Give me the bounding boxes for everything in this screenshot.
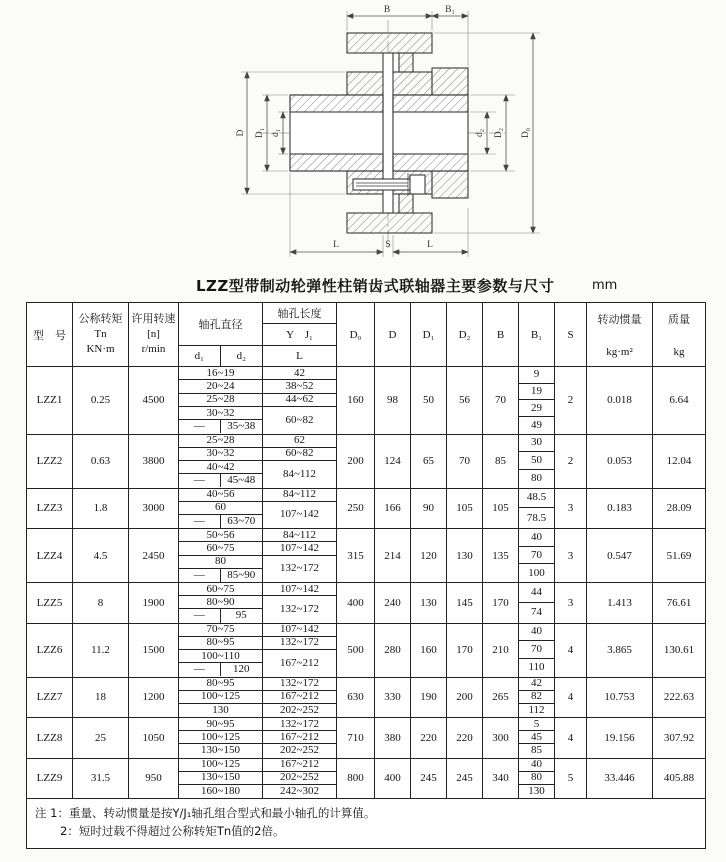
table-body — [27, 367, 705, 799]
note-1: 注 1：重量、转动惯量是按Y/J₁轴孔组合型式和最小轴孔的计算值。 — [35, 806, 376, 820]
b1-value: 50 — [519, 452, 554, 470]
torque-header-line3: KN·m — [86, 342, 115, 355]
bore-range: 30~32 — [179, 407, 262, 420]
mass-value: 28.09 — [666, 502, 692, 515]
d-value: 380 — [375, 718, 411, 758]
d1-value: 50 — [411, 367, 447, 434]
bore-range: 130~150 — [179, 772, 262, 785]
col-header-bore-diameter — [179, 303, 263, 366]
b-value: 85 — [483, 435, 519, 488]
inertia-value: 0.053 — [587, 435, 653, 488]
dim-label-s: S — [385, 240, 391, 250]
mass-value: 222.63 — [663, 691, 695, 704]
s-value: 4 — [555, 718, 587, 758]
torque-header-line2: Tn — [94, 328, 107, 341]
b1-value: 82 — [519, 691, 554, 704]
d0-value: 160 — [337, 367, 375, 434]
b1-column — [519, 435, 555, 488]
note-2: 2：短时过载不得超过公称转矩Tn值的2倍。 — [60, 824, 285, 839]
col-header-dd1: D₁ — [411, 303, 447, 366]
length-column — [263, 367, 337, 434]
model-cell: LZZ1 — [27, 367, 73, 434]
d-value: 166 — [375, 489, 411, 529]
mass-value: 12.04 — [666, 455, 692, 467]
model-cell: LZZ8 — [27, 718, 73, 758]
col-header-d0: D₀ — [337, 303, 375, 366]
inertia-value: 0.183 — [587, 489, 653, 529]
dim-label-d2-hub: D₂ — [494, 127, 504, 139]
b1-value: 29 — [519, 400, 554, 417]
brake-wheel-rim-top — [347, 33, 432, 53]
b1-value: 19 — [519, 384, 554, 401]
speed-value: 2450 — [129, 529, 179, 582]
title-bar — [0, 272, 726, 302]
b1-value: 40 — [519, 529, 554, 547]
bore-row-split — [179, 474, 262, 487]
speed-value: 1200 — [129, 678, 179, 718]
length-range: 132~172 — [280, 602, 319, 615]
mass-value: 307.92 — [663, 731, 695, 744]
mass-header-line2: kg — [673, 346, 685, 358]
speed-header-line2: [n] — [147, 328, 160, 341]
table-row-lzz9 — [27, 759, 705, 800]
b1-column — [519, 367, 555, 434]
b1-column — [519, 489, 555, 529]
bore-range: 25~28 — [179, 394, 262, 407]
inertia-header-line2: kg·m² — [606, 346, 633, 358]
b1-value: 80 — [519, 772, 554, 785]
brake-wheel-rim-bottom — [347, 213, 432, 233]
brake-wheel-web-bottom — [399, 194, 413, 213]
d1-value: 160 — [411, 624, 447, 677]
bore-column — [179, 367, 263, 434]
page-title: LZZ型带制动轮弹性柱销齿式联轴器主要参数与尺寸 — [196, 277, 555, 295]
d-value: 280 — [375, 624, 411, 677]
b1-value: 42 — [519, 678, 554, 691]
coupling-technical-drawing — [0, 0, 726, 272]
b1-column — [519, 678, 555, 718]
dim-label-b: B — [383, 5, 391, 15]
bore-range: 40~56 — [179, 489, 262, 502]
d-value: 98 — [375, 367, 411, 434]
bore-d2-range: 120 — [233, 663, 250, 676]
table-row-lzz1 — [27, 367, 705, 435]
b-value: 105 — [483, 489, 519, 529]
dim-label-d1-hub: D₁ — [255, 127, 265, 139]
torque-value: 31.5 — [73, 759, 129, 799]
table-notes — [27, 799, 705, 848]
col-header-dd2: D₂ — [447, 303, 483, 366]
bore-range: 160~180 — [201, 784, 240, 797]
bore-row-split — [179, 569, 262, 582]
inertia-header-line1: 转动惯量 — [597, 314, 642, 326]
unit-label: mm — [592, 278, 618, 293]
speed-value: 3800 — [129, 435, 179, 488]
bore-range: 100~110 — [179, 650, 262, 663]
b-value: 170 — [483, 583, 519, 623]
b1-value: 70 — [519, 641, 554, 659]
bore-range: 20~24 — [179, 380, 262, 393]
bore-range: 50~56 — [179, 529, 262, 542]
length-range: 132~172 — [280, 562, 319, 575]
s-value: 5 — [555, 759, 587, 799]
d1-value: 65 — [411, 435, 447, 488]
b-value: 300 — [483, 718, 519, 758]
speed-header-line3: r/min — [141, 342, 166, 355]
bore-range: 30~32 — [179, 448, 262, 461]
col-header-mass — [653, 303, 705, 366]
bore-range: 130 — [212, 703, 229, 716]
model-cell: LZZ3 — [27, 489, 73, 529]
length-column — [263, 678, 337, 718]
col-header-yj1: Y J₁ — [263, 324, 336, 345]
bore-d2-range: 85~90 — [227, 568, 256, 581]
bore-column — [179, 489, 263, 529]
b1-column — [519, 759, 555, 799]
d0-value: 200 — [337, 435, 375, 488]
col-header-torque — [73, 303, 129, 366]
table-row-lzz4 — [27, 529, 705, 583]
bore-d2-range: 45~48 — [227, 474, 256, 487]
d0-value: 630 — [337, 678, 375, 718]
b1-column — [519, 718, 555, 758]
d1-value: 220 — [411, 718, 447, 758]
length-column — [263, 529, 337, 582]
length-range: 60~82 — [263, 448, 336, 461]
bore-range: 16~19 — [179, 367, 262, 380]
model-cell: LZZ5 — [27, 583, 73, 623]
model-cell: LZZ4 — [27, 529, 73, 582]
table-row-lzz5 — [27, 583, 705, 624]
bore-column — [179, 529, 263, 582]
d0-value: 400 — [337, 583, 375, 623]
bore-range: 90~95 — [179, 718, 262, 731]
table-row-lzz2 — [27, 435, 705, 489]
bore-row-split — [179, 420, 262, 433]
d1-value: 245 — [411, 759, 447, 799]
bore-d1-dash: — — [179, 515, 221, 528]
bore-d1-dash: — — [179, 663, 221, 676]
bore-d1-dash: — — [179, 609, 221, 622]
b1-value: 30 — [519, 435, 554, 453]
d2-value: 56 — [447, 367, 483, 434]
torque-value: 4.5 — [73, 529, 129, 582]
dim-label-l-right: L — [427, 240, 433, 250]
s-value: 3 — [555, 529, 587, 582]
table-row-lzz3 — [27, 489, 705, 530]
bore-range: 70~75 — [179, 624, 262, 637]
d-value: 214 — [375, 529, 411, 582]
d2-value: 130 — [447, 529, 483, 582]
s-value: 3 — [555, 583, 587, 623]
b1-column — [519, 529, 555, 582]
speed-value: 1900 — [129, 583, 179, 623]
col-header-b1: B₁ — [519, 303, 555, 366]
mass-header-line1: 质量 — [668, 314, 690, 326]
d-value: 124 — [375, 435, 411, 488]
bore-range: 60~75 — [179, 583, 262, 596]
torque-value: 18 — [73, 678, 129, 718]
s-value: 4 — [555, 624, 587, 677]
col-header-d: D — [375, 303, 411, 366]
model-cell: LZZ6 — [27, 624, 73, 677]
dim-label-d2-bore: d₂ — [475, 128, 485, 138]
length-range: 84~112 — [263, 529, 336, 542]
length-range: 167~212 — [280, 656, 319, 669]
col-header-b: B — [483, 303, 519, 366]
b-value: 265 — [483, 678, 519, 718]
length-column — [263, 583, 337, 623]
model-cell: LZZ9 — [27, 759, 73, 799]
length-column — [263, 489, 337, 529]
b1-value: 130 — [528, 784, 545, 797]
bore-range: 100~125 — [179, 759, 262, 772]
table-row-lzz6 — [27, 624, 705, 678]
d1-value: 120 — [411, 529, 447, 582]
bore-d2-range: 35~38 — [227, 420, 256, 433]
bore-column — [179, 718, 263, 758]
length-range: 107~142 — [263, 624, 336, 637]
inertia-value: 1.413 — [587, 583, 653, 623]
mass-value: 6.64 — [669, 394, 689, 407]
mass-value: 130.61 — [663, 644, 695, 656]
bore-range: 60 — [179, 502, 262, 515]
left-hub-wall-top — [290, 95, 383, 112]
bore-range: 80~90 — [179, 596, 262, 609]
length-range: 38~52 — [263, 380, 336, 393]
length-range: 60~82 — [285, 413, 314, 426]
b-value: 210 — [483, 624, 519, 677]
b-value: 340 — [483, 759, 519, 799]
length-column — [263, 624, 337, 677]
dim-label-d: D — [236, 129, 246, 137]
b1-value: 100 — [528, 566, 545, 579]
flange-bottom-right — [432, 171, 468, 198]
s-value: 4 — [555, 678, 587, 718]
speed-value: 950 — [129, 759, 179, 799]
length-range: 84~112 — [282, 467, 317, 480]
length-range: 202~252 — [263, 772, 336, 785]
inertia-value: 0.547 — [587, 529, 653, 582]
d2-value: 105 — [447, 489, 483, 529]
b1-value: 5 — [519, 718, 554, 731]
length-column — [263, 718, 337, 758]
dim-label-l-left: L — [333, 240, 339, 250]
dim-label-d1-bore: d₁ — [271, 128, 281, 138]
d2-value: 145 — [447, 583, 483, 623]
bore-column — [179, 678, 263, 718]
mass-value: 405.88 — [663, 772, 695, 785]
b1-column — [519, 583, 555, 623]
bore-dia-header: 轴孔直径 — [179, 303, 262, 346]
d-value: 330 — [375, 678, 411, 718]
mass-value: 76.61 — [666, 596, 692, 609]
b1-value: 70 — [519, 547, 554, 565]
mass-value: 51.69 — [666, 549, 692, 562]
length-range: 62 — [263, 435, 336, 448]
length-column — [263, 435, 337, 488]
inertia-value: 33.446 — [587, 759, 653, 799]
b1-value: 48.5 — [519, 489, 554, 509]
bore-row-split — [179, 515, 262, 528]
d0-value: 710 — [337, 718, 375, 758]
col-header-s: S — [555, 303, 587, 366]
d0-value: 800 — [337, 759, 375, 799]
bore-column — [179, 624, 263, 677]
inertia-value: 0.018 — [587, 367, 653, 434]
b1-value: 110 — [528, 661, 545, 674]
d2-value: 220 — [447, 718, 483, 758]
s-value: 3 — [555, 489, 587, 529]
bore-range: 130~150 — [201, 744, 240, 757]
bore-len-header: 轴孔长度 — [263, 303, 336, 324]
length-range: 44~62 — [263, 394, 336, 407]
length-range: 107~142 — [263, 542, 336, 555]
length-range: 167~212 — [263, 691, 336, 704]
length-range: 167~212 — [263, 731, 336, 744]
speed-value: 1500 — [129, 624, 179, 677]
d0-value: 250 — [337, 489, 375, 529]
b1-value: 9 — [519, 367, 554, 384]
b1-value: 45 — [519, 731, 554, 744]
length-range: 202~252 — [280, 744, 319, 757]
d0-value: 315 — [337, 529, 375, 582]
bore-row-split — [179, 663, 262, 676]
flange-top-right — [432, 68, 468, 95]
torque-value: 0.63 — [73, 435, 129, 488]
length-column — [263, 759, 337, 799]
d1-value: 90 — [411, 489, 447, 529]
torque-value: 11.2 — [73, 624, 129, 677]
d-value: 400 — [375, 759, 411, 799]
length-range: 167~212 — [263, 759, 336, 772]
speed-value: 4500 — [129, 367, 179, 434]
length-range: 132~172 — [263, 718, 336, 731]
bore-d1-dash: — — [179, 569, 221, 582]
torque-header-line1: 公称转矩 — [78, 313, 123, 326]
d2-value: 70 — [447, 435, 483, 488]
length-range: 132~172 — [263, 678, 336, 691]
b-value: 135 — [483, 529, 519, 582]
col-header-l: L — [296, 349, 303, 362]
d2-value: 245 — [447, 759, 483, 799]
d0-value: 500 — [337, 624, 375, 677]
s-value: 2 — [555, 435, 587, 488]
col-header-d2: d₂ — [236, 350, 246, 362]
bore-range: 100~125 — [179, 731, 262, 744]
dim-label-b1: B₁ — [445, 5, 455, 15]
torque-value: 0.25 — [73, 367, 129, 434]
bore-d2-range: 63~70 — [227, 514, 256, 527]
brake-wheel-web-top — [399, 53, 413, 72]
bore-range: 80~95 — [179, 678, 262, 691]
torque-value: 1.8 — [73, 489, 129, 529]
b1-value: 49 — [531, 418, 542, 431]
bore-column — [179, 435, 263, 488]
col-header-d1: d₁ — [179, 346, 221, 366]
b1-value: 44 — [519, 583, 554, 603]
model-cell: LZZ7 — [27, 678, 73, 718]
b1-value: 112 — [528, 703, 545, 716]
table-row-lzz7 — [27, 678, 705, 719]
left-hub-wall-bottom — [290, 154, 383, 171]
d2-value: 170 — [447, 624, 483, 677]
table-row-lzz8 — [27, 718, 705, 759]
speed-value: 1050 — [129, 718, 179, 758]
col-header-speed — [129, 303, 179, 366]
d1-value: 190 — [411, 678, 447, 718]
b-value: 70 — [483, 367, 519, 434]
bore-column — [179, 583, 263, 623]
col-header-model: 型 号 — [27, 303, 73, 366]
table-header — [27, 303, 705, 367]
speed-value: 3000 — [129, 489, 179, 529]
right-hub-wall-bottom — [393, 154, 468, 171]
b1-value: 40 — [519, 624, 554, 642]
torque-value: 8 — [73, 583, 129, 623]
model-cell: LZZ2 — [27, 435, 73, 488]
dim-label-d0: D₀ — [521, 127, 531, 139]
b1-value: 40 — [519, 759, 554, 772]
length-range: 202~252 — [280, 703, 319, 716]
b1-value: 80 — [531, 472, 542, 485]
bore-range: 100~125 — [179, 691, 262, 704]
inertia-value: 3.865 — [587, 624, 653, 677]
speed-header-line1: 许用转速 — [131, 313, 176, 326]
col-header-bore-length — [263, 303, 337, 366]
b1-column — [519, 624, 555, 677]
bore-range: 40~42 — [179, 461, 262, 474]
length-range: 242~302 — [280, 784, 319, 797]
bore-range: 60~75 — [179, 542, 262, 555]
length-range: 132~172 — [263, 637, 336, 650]
b1-value: 78.5 — [526, 511, 547, 524]
d1-value: 130 — [411, 583, 447, 623]
right-hub-wall-top — [393, 95, 468, 112]
col-header-inertia — [587, 303, 653, 366]
torque-value: 25 — [73, 718, 129, 758]
inertia-value: 19.156 — [587, 718, 653, 758]
length-range: 84~112 — [263, 489, 336, 502]
b1-value: 74 — [531, 606, 542, 619]
bore-d1-dash: — — [179, 474, 221, 487]
bore-d2-range: 95 — [235, 609, 247, 622]
d-value: 240 — [375, 583, 411, 623]
inertia-value: 10.753 — [587, 678, 653, 718]
bore-range: 80~95 — [179, 637, 262, 650]
bore-row-split — [179, 609, 262, 622]
parameters-table — [26, 302, 706, 849]
length-range: 42 — [263, 367, 336, 380]
bore-range: 25~28 — [179, 435, 262, 448]
d2-value: 200 — [447, 678, 483, 718]
bore-d1-dash: — — [179, 420, 221, 433]
bore-range: 80 — [179, 556, 262, 569]
length-range: 107~142 — [263, 583, 336, 596]
b1-value: 85 — [531, 744, 542, 757]
s-value: 2 — [555, 367, 587, 434]
length-range: 107~142 — [280, 508, 319, 521]
bore-column — [179, 759, 263, 799]
